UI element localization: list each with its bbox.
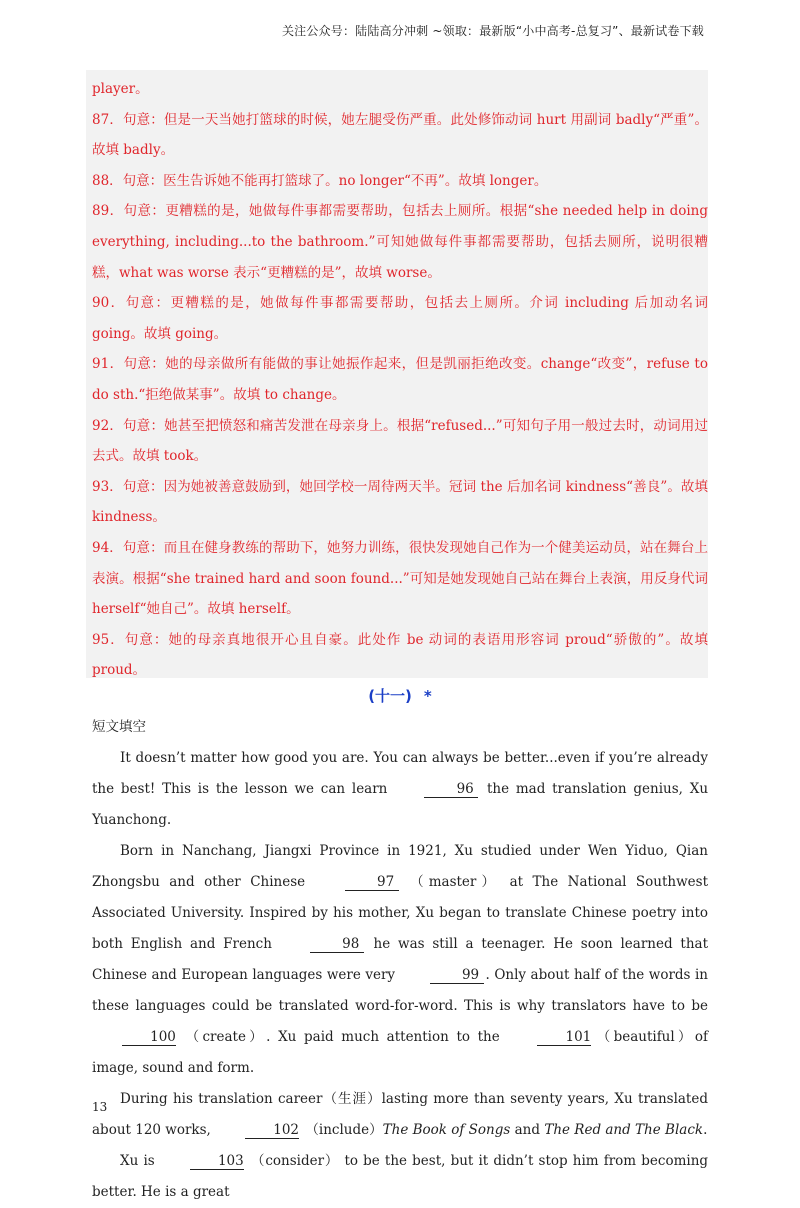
blank-96[interactable]: 96 — [394, 774, 480, 805]
cloze-passage — [92, 712, 708, 1208]
answer-line: 87．句意：但是一天当她打篮球的时候，她左腿受伤严重。此处修饰动词 hurt 用副词 badly“严重”。故填 badly。 — [92, 111, 708, 159]
hint-103: （consider） — [251, 1153, 340, 1169]
page-header: 关注公众号：陆陆高分冲刺 ~领取：最新版“小中高考-总复习”、最新试卷下载 — [281, 24, 704, 38]
answer-line: 89．句意：更糟糕的是，她做每件事都需要帮助，包括去上厕所。根据“she needed help in doing everything, including...to the bathroom.”可知她做每件事都需要帮助，包括去厕所，说明很糟糕，what was worse 表示“更糟糕的是”，故填 worse。 — [92, 203, 708, 281]
answer-explanations — [92, 74, 708, 686]
answer-line: 95．句意：她的母亲真地很开心且自豪。此处作 be 动词的表语用形容词 proud“骄傲的”。故填 proud。 — [92, 631, 708, 679]
answer-line: 90．句意：更糟糕的是，她做每件事都需要帮助，包括去上厕所。介词 including 后加动名词 going。故填 going。 — [92, 295, 708, 342]
answer-line: 93．句意：因为她被善意鼓励到，她回学校一周待两天半。冠词 the 后加名词 kindness“善良”。故填 kindness。 — [92, 478, 708, 526]
paragraph-2: Born in Nanchang, Jiangxi Province in 1921, Xu studied under Wen Yiduo, Qian Zhongsbu and other Chinese 97 （master） at The National Southwest Associated University. Inspired by his mother, Xu began to translate Chinese poetry into both English and French 98 he was still a teenager. He soon learned that Chinese and European languages were very 99 . Only about half of the words in these languages could be translated word-for-word. This is why translators have to be 100 （create）. Xu paid much attention to the 101 （beautiful）of image, sound and form. — [92, 843, 709, 1076]
blank-97[interactable]: 97 — [315, 867, 401, 898]
blank-101[interactable]: 101 — [507, 1022, 593, 1053]
blank-98[interactable]: 98 — [280, 929, 366, 960]
answer-line: 92．句意：她甚至把愤怒和痛苦发泄在母亲身上。根据“refused...”可知句子用一般过去时，动词用过去式。故填 took。 — [92, 417, 708, 465]
book-title: The Red and The Black — [544, 1122, 704, 1138]
answer-line: player。 — [92, 81, 149, 97]
blank-102[interactable]: 102 — [215, 1115, 301, 1146]
answer-line: 94．句意：而且在健身教练的帮助下，她努力训练，很快发现她自己作为一个健美运动员，站在舞台上表演。根据“she trained hard and soon found...”可知是她发现她自己站在舞台上表演，用反身代词 herself“她自己”。故填 herself。 — [92, 539, 708, 618]
paragraph-4: Xu is 103 （consider） to be the best, but it didn’t stop him from becoming better. He is a great — [92, 1146, 708, 1208]
hint-97: （master） — [410, 874, 501, 890]
page-number: 13 — [92, 1100, 108, 1114]
star-mark: * — [423, 687, 432, 705]
answer-line: 88．句意：医生告诉她不能再打篮球了。no longer“不再”。故填 longer。 — [92, 172, 548, 189]
answer-line: 91．句意：她的母亲做所有能做的事让她振作起来，但是凯丽拒绝改变。change“改变”，refuse to do sth.“拒绝做某事”。故填 to change。 — [92, 356, 708, 403]
hint-101: （beautiful） — [593, 1029, 695, 1045]
paragraph-1: It doesn’t matter how good you are. You can always be better...even if you’re already the best! This is the lesson we can learn 96 the mad translation genius, Xu Yuanchong. — [92, 750, 709, 828]
passage-heading: 短文填空 — [92, 719, 146, 735]
blank-103[interactable]: 103 — [160, 1146, 246, 1177]
hint-102: （include） — [305, 1122, 383, 1138]
hint-100: （create） — [185, 1029, 267, 1045]
blank-100[interactable]: 100 — [92, 1022, 178, 1053]
book-title: The Book of Songs — [382, 1122, 511, 1138]
paragraph-3: During his translation career（生涯）lasting more than seventy years, Xu translated about 120 works, 102 （include）The Book of Songs and The Red and The Black. — [92, 1084, 708, 1146]
section-title — [0, 685, 800, 706]
section-number: (十一) — [368, 687, 412, 705]
blank-99[interactable]: 99 — [400, 960, 486, 991]
